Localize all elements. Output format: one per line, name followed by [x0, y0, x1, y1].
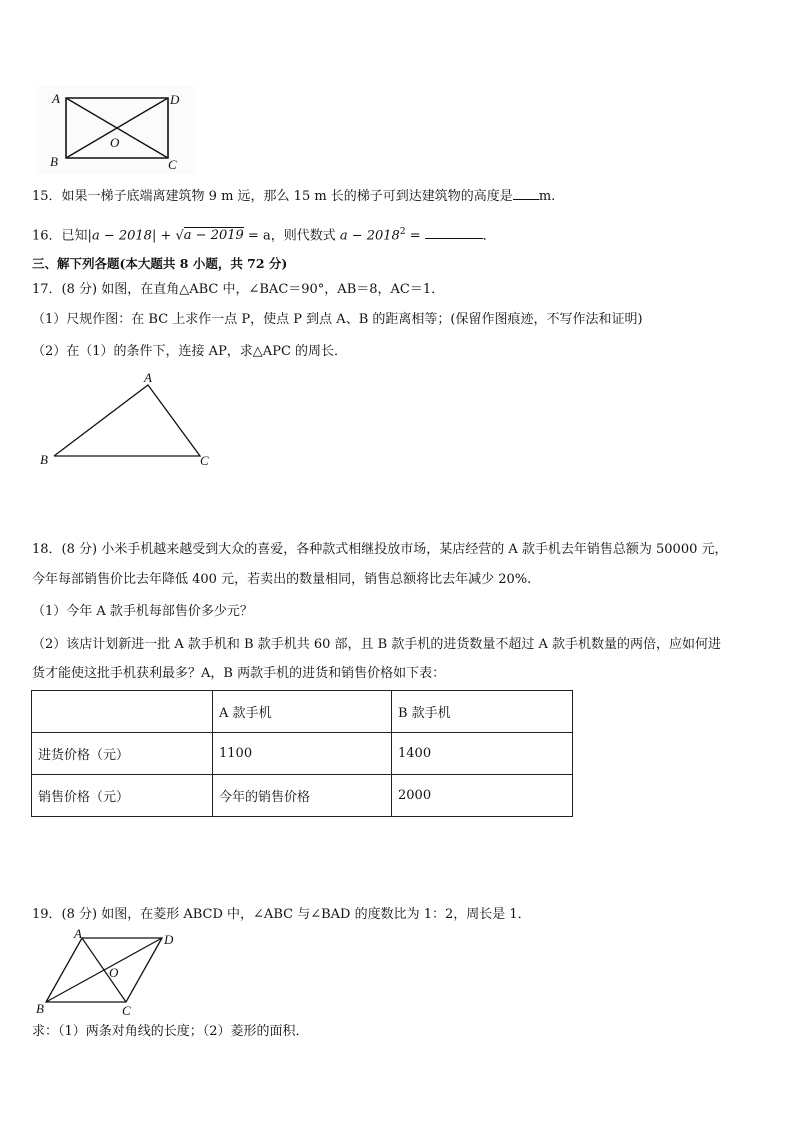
question-18-part-2a: （2）该店计划新进一批 A 款手机和 B 款手机共 60 部，且 B 款手机的进货数量不超过 A 款手机数量的两倍，应如何进	[32, 637, 722, 652]
section-3-heading: 三、解下列各题(本大题共 8 小题，共 72 分)	[32, 256, 288, 271]
question-17-part-1: （1）尺规作图：在 BC 上求作一点 P，使点 P 到点 A、B 的距离相等；(保留作图痕迹，不写作法和证明)	[32, 312, 643, 327]
table-row	[32, 775, 573, 817]
question-18-part-2b: 货才能使这批手机获利最多？A，B 两款手机的进货和销售价格如下表：	[32, 666, 446, 681]
vertex-label-d: D	[170, 92, 180, 107]
vertex-label-a: A	[74, 926, 82, 941]
table-cell: 销售价格（元）	[32, 775, 213, 817]
question-16-plus: | +	[151, 228, 176, 244]
answer-blank-16[interactable]	[425, 238, 483, 239]
rhombus-figure	[34, 926, 184, 1018]
question-16-suffix: ．	[482, 228, 496, 244]
question-18-stem-2: 今年每部销售价比去年降低 400 元，若卖出的数量相同，销售总额将比去年减少 20%.	[32, 572, 532, 587]
abs-expression: a − 2018	[91, 228, 152, 244]
question-16-eq: = a，则代数式	[243, 228, 340, 244]
question-17-part-2: （2）在（1）的条件下，连接 AP，求△APC 的周长．	[32, 344, 348, 359]
price-table	[31, 690, 573, 817]
table-cell: 1100	[213, 733, 392, 775]
vertex-label-c: C	[168, 157, 177, 172]
vertex-label-a: A	[144, 370, 152, 385]
vertex-label-b: B	[40, 452, 48, 467]
question-15-text: 15．如果一梯子底端离建筑物 9 m 远，那么 15 m 长的梯子可到达建筑物的高度是	[32, 189, 513, 204]
table-cell: 进货价格（元）	[32, 733, 213, 775]
target-expression: a − 2018	[339, 228, 400, 244]
question-15	[32, 188, 555, 206]
sqrt-symbol: √	[175, 228, 184, 244]
table-row	[32, 733, 573, 775]
vertex-label-c: C	[122, 1003, 131, 1018]
table-header-cell	[32, 691, 213, 733]
table-cell: 今年的销售价格	[213, 775, 392, 817]
table-header-row	[32, 691, 573, 733]
table-cell: 1400	[392, 733, 573, 775]
vertex-label-b: B	[36, 1001, 44, 1016]
vertex-label-a: A	[52, 91, 60, 106]
sqrt-expression: a − 2019	[183, 228, 244, 244]
vertex-label-c: C	[200, 453, 209, 468]
vertex-label-b: B	[50, 154, 58, 169]
center-label-o: O	[109, 965, 119, 980]
vertex-label-d: D	[164, 932, 174, 947]
triangle-figure	[34, 368, 220, 472]
question-15-unit: m.	[538, 189, 556, 204]
exponent: 2	[399, 227, 406, 237]
rectangle-figure	[36, 86, 196, 174]
question-16-eq2: =	[405, 228, 421, 244]
table-cell: 2000	[392, 775, 573, 817]
table-header-cell: A 款手机	[213, 691, 392, 733]
question-19-ask: 求：（1）两条对角线的长度；（2）菱形的面积．	[32, 1024, 309, 1039]
answer-blank-15[interactable]	[513, 199, 539, 200]
table-header-cell: B 款手机	[392, 691, 573, 733]
question-16	[32, 223, 496, 245]
question-17-stem: 17．(8 分) 如图，在直角△ABC 中，∠BAC＝90°，AB＝8，AC＝1．	[32, 282, 445, 297]
center-label-o: O	[110, 135, 120, 150]
question-18-part-1: （1）今年 A 款手机每部售价多少元？	[32, 604, 253, 619]
question-16-prefix: 16．已知|	[32, 228, 92, 244]
question-18-stem-1: 18．(8 分) 小米手机越来越受到大众的喜爱，各种款式相继投放市场，某店经营的 A 款手机去年销售总额为 50000 元，	[32, 542, 728, 557]
question-19-stem: 19．(8 分) 如图，在菱形 ABCD 中，∠ABC 与∠BAD 的度数比为 1：2，周长是 1．	[32, 907, 531, 922]
